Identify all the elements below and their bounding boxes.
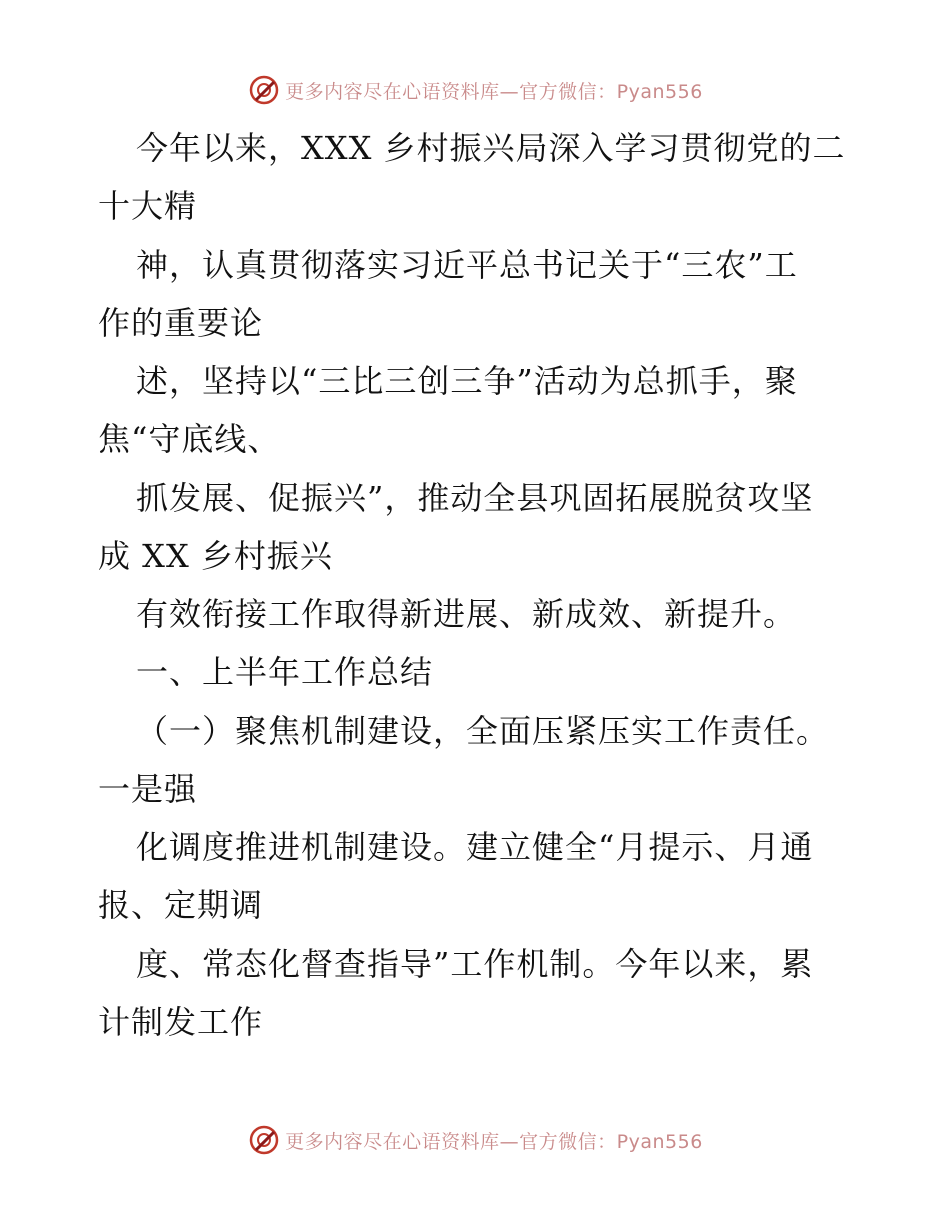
watermark-text: 更多内容尽在心语资料库—官方微信：Pyan556 <box>285 80 703 103</box>
brand-logo-icon <box>247 1123 281 1157</box>
watermark-text: 更多内容尽在心语资料库—官方微信：Pyan556 <box>285 1130 703 1153</box>
text-line: 神，认真贯彻落实习近平总书记关于“三农”工 <box>136 246 798 284</box>
text-line: 抓发展、促振兴”，推动全县巩固拓展脱贫攻坚 <box>136 479 814 517</box>
text-line: 化调度推进机制建设。建立健全“月提示、月通 <box>136 828 814 866</box>
text-line: 度、常态化督查指导”工作机制。今年以来，累 <box>136 945 814 983</box>
text-line: 计制发工作 <box>98 1003 264 1041</box>
text-line: 有效衔接工作取得新进展、新成效、新提升。 <box>136 595 797 633</box>
subsection-heading: （一）聚焦机制建设，全面压紧压实工作责任。 <box>136 712 830 750</box>
text-line: 作的重要论 <box>98 304 264 342</box>
text-line: 焦“守底线、 <box>98 420 281 458</box>
watermark-footer <box>0 1120 950 1160</box>
watermark-header <box>0 70 950 110</box>
text-line: 一是强 <box>98 770 198 808</box>
text-line: 今年以来，XXX 乡村振兴局深入学习贯彻党的二 <box>136 129 846 167</box>
text-line: 十大精 <box>98 187 198 225</box>
section-heading: 一、上半年工作总结 <box>136 653 434 691</box>
text-line: 述，坚持以“三比三创三争”活动为总抓手，聚 <box>136 362 798 400</box>
text-line: 成 XX 乡村振兴 <box>98 537 333 575</box>
text-line: 报、定期调 <box>98 886 264 924</box>
brand-logo-icon <box>247 73 281 107</box>
